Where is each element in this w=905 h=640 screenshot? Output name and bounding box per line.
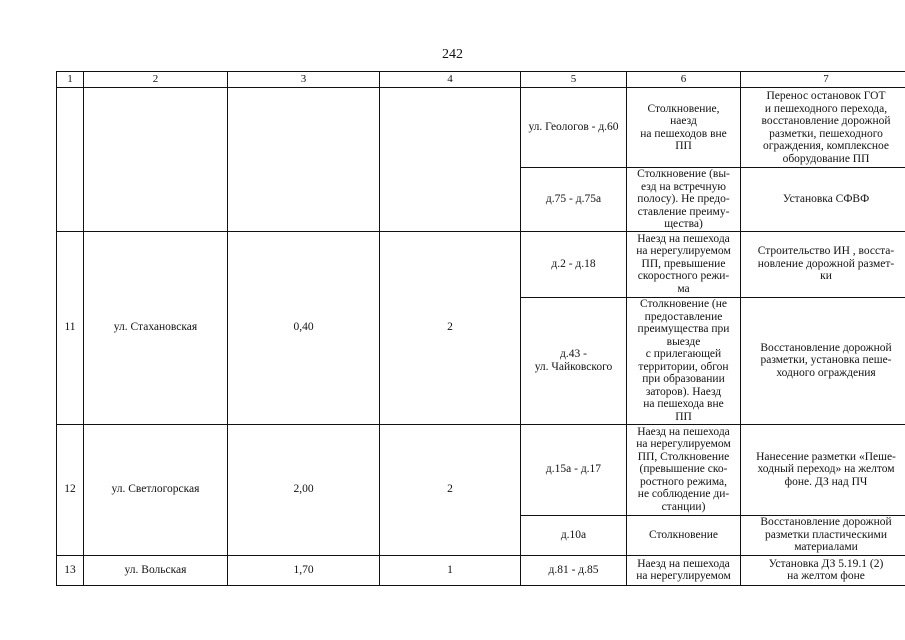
column-number: 2 bbox=[84, 72, 228, 88]
street-cell: ул. Вольская bbox=[84, 555, 228, 585]
column-number: 5 bbox=[521, 72, 627, 88]
count-cell: 2 bbox=[380, 424, 521, 555]
street-cell bbox=[84, 88, 228, 232]
length-cell: 1,70 bbox=[228, 555, 380, 585]
measures-cell: Строительство ИН , восста- новление дорожной размет- ки bbox=[741, 231, 905, 297]
table-row bbox=[57, 555, 905, 585]
accident-cell: Столкновение (вы- езд на встречную полосу). Не предо- ставление преиму- щества) bbox=[627, 168, 741, 232]
length-cell bbox=[228, 88, 380, 232]
accident-cell: Столкновение bbox=[627, 515, 741, 555]
length-cell: 0,40 bbox=[228, 231, 380, 424]
table-row bbox=[57, 231, 905, 297]
table-row bbox=[57, 88, 905, 168]
measures-cell: Нанесение разметки «Пеше- ходный переход» на желтом фоне. ДЗ над ПЧ bbox=[741, 424, 905, 515]
accident-cell: Наезд на пешехода на нерегулируемом ПП, Столкновение (превышение ско- ростного режима, не соблюдение ди- станции) bbox=[627, 424, 741, 515]
length-cell: 2,00 bbox=[228, 424, 380, 555]
place-cell: д.2 - д.18 bbox=[521, 231, 627, 297]
column-number: 4 bbox=[380, 72, 521, 88]
road-safety-table bbox=[56, 71, 905, 586]
measures-cell: Восстановление дорожной разметки пластическими материалами bbox=[741, 515, 905, 555]
row-number-cell: 11 bbox=[57, 231, 84, 424]
place-cell: ул. Геологов - д.60 bbox=[521, 88, 627, 168]
count-cell bbox=[380, 88, 521, 232]
place-cell: д.81 - д.85 bbox=[521, 555, 627, 585]
column-number: 6 bbox=[627, 72, 741, 88]
accident-cell: Столкновение (не предоставление преимущества при выезде с прилегающей территории, обгон при образовании заторов). Наезд на пешехода вне ПП bbox=[627, 297, 741, 424]
column-number-row bbox=[57, 72, 905, 88]
measures-cell: Восстановление дорожной разметки, установка пеше- ходного ограждения bbox=[741, 297, 905, 424]
place-cell: д.75 - д.75а bbox=[521, 168, 627, 232]
count-cell: 1 bbox=[380, 555, 521, 585]
place-cell: д.15а - д.17 bbox=[521, 424, 627, 515]
count-cell: 2 bbox=[380, 231, 521, 424]
row-number-cell: 13 bbox=[57, 555, 84, 585]
measures-cell: Перенос остановок ГОТ и пешеходного перехода, восстановление дорожной разметки, пешеходного ограждения, комплексное оборудование ПП bbox=[741, 88, 905, 168]
row-number-cell bbox=[57, 88, 84, 232]
accident-cell: Наезд на пешехода на нерегулируемом ПП, превышение скоростного режи- ма bbox=[627, 231, 741, 297]
measures-cell: Установка СФВФ bbox=[741, 168, 905, 232]
column-number: 3 bbox=[228, 72, 380, 88]
place-cell: д.43 - ул. Чайковского bbox=[521, 297, 627, 424]
row-number-cell: 12 bbox=[57, 424, 84, 555]
accident-cell: Наезд на пешехода на нерегулируемом bbox=[627, 555, 741, 585]
table-row bbox=[57, 424, 905, 515]
measures-cell: Установка ДЗ 5.19.1 (2) на желтом фоне bbox=[741, 555, 905, 585]
accident-cell: Столкновение, наезд на пешеходов вне ПП bbox=[627, 88, 741, 168]
street-cell: ул. Светлогорская bbox=[84, 424, 228, 555]
column-number: 1 bbox=[57, 72, 84, 88]
column-number: 7 bbox=[741, 72, 905, 88]
place-cell: д.10а bbox=[521, 515, 627, 555]
street-cell: ул. Стахановская bbox=[84, 231, 228, 424]
page-number: 242 bbox=[442, 47, 463, 62]
